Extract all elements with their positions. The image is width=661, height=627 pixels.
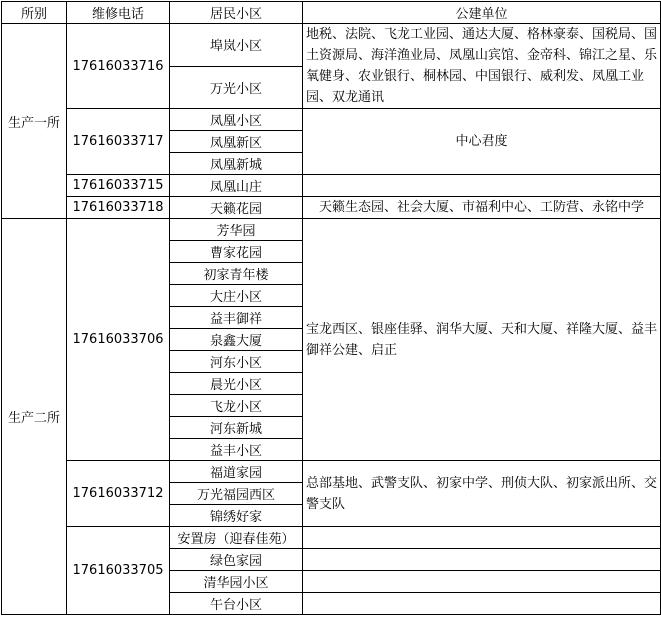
community-cell: 安置房（迎春佳苑） — [170, 527, 303, 549]
table-row — [2, 24, 661, 67]
table-row — [2, 197, 661, 219]
community-cell: 飞龙小区 — [170, 395, 303, 417]
community-cell: 河东新城 — [170, 417, 303, 439]
community-cell: 益丰小区 — [170, 439, 303, 461]
community-cell: 凤凰新区 — [170, 131, 303, 153]
repair-contact-table — [1, 1, 661, 615]
community-cell: 凤凰山庄 — [170, 175, 303, 197]
public-units-cell: 中心君度 — [303, 109, 661, 175]
public-units-cell — [303, 571, 661, 593]
community-cell: 清华园小区 — [170, 571, 303, 593]
community-cell: 益丰御祥 — [170, 307, 303, 329]
table-row — [2, 175, 661, 197]
community-cell: 埠岚小区 — [170, 24, 303, 67]
community-cell: 河东小区 — [170, 351, 303, 373]
station-cell: 生产二所 — [2, 219, 67, 615]
community-cell: 万光福园西区 — [170, 483, 303, 505]
public-units-cell — [303, 549, 661, 571]
community-cell: 大庄小区 — [170, 285, 303, 307]
community-cell: 泉鑫大厦 — [170, 329, 303, 351]
table-header-row — [2, 2, 661, 24]
table-row — [2, 527, 661, 549]
phone-cell: 17616033715 — [67, 175, 170, 197]
public-units-cell — [303, 527, 661, 549]
phone-cell: 17616033717 — [67, 109, 170, 175]
table-row — [2, 109, 661, 131]
header-public-units: 公建单位 — [303, 2, 661, 24]
community-cell: 天籁花园 — [170, 197, 303, 219]
community-cell: 初家青年楼 — [170, 263, 303, 285]
table-row — [2, 219, 661, 241]
table-row — [2, 461, 661, 483]
community-cell: 曹家花园 — [170, 241, 303, 263]
public-units-cell — [303, 593, 661, 615]
community-cell: 晨光小区 — [170, 373, 303, 395]
phone-cell: 17616033716 — [67, 24, 170, 109]
public-units-cell: 地税、法院、飞龙工业园、通达大厦、格林豪泰、国税局、国土资源局、海洋渔业局、凤凰山宾馆、金帝科、锦江之星、乐氧健身、农业银行、桐林园、中国银行、威利发、凤凰工业园、双龙通讯 — [303, 24, 661, 109]
community-cell: 凤凰小区 — [170, 109, 303, 131]
header-community: 居民小区 — [170, 2, 303, 24]
public-units-cell: 宝龙西区、银座佳驿、润华大厦、天和大厦、祥隆大厦、益丰御祥公建、启正 — [303, 219, 661, 461]
community-cell: 凤凰新城 — [170, 153, 303, 175]
phone-cell: 17616033705 — [67, 527, 170, 615]
community-cell: 芳华园 — [170, 219, 303, 241]
community-cell: 锦绣好家 — [170, 505, 303, 527]
header-station: 所别 — [2, 2, 67, 24]
public-units-cell — [303, 175, 661, 197]
public-units-cell: 总部基地、武警支队、初家中学、刑侦大队、初家派出所、交警支队 — [303, 461, 661, 527]
community-cell: 绿色家园 — [170, 549, 303, 571]
phone-cell: 17616033706 — [67, 219, 170, 461]
community-cell: 万光小区 — [170, 66, 303, 109]
public-units-cell: 天籁生态园、社会大厦、市福利中心、工防营、永铭中学 — [303, 197, 661, 219]
header-phone: 维修电话 — [67, 2, 170, 24]
phone-cell: 17616033712 — [67, 461, 170, 527]
station-cell: 生产一所 — [2, 24, 67, 219]
community-cell: 午台小区 — [170, 593, 303, 615]
community-cell: 福道家园 — [170, 461, 303, 483]
phone-cell: 17616033718 — [67, 197, 170, 219]
